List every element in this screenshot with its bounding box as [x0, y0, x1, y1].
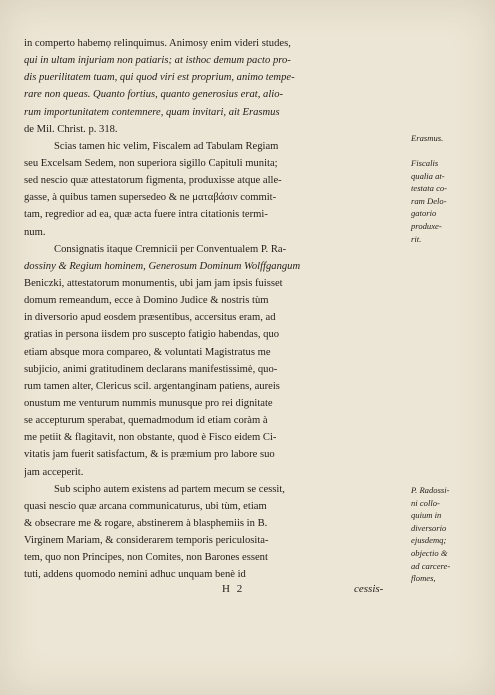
margin-line: ram Delo- [411, 195, 447, 206]
margin-line: ad carcere- [411, 560, 451, 571]
text-line: Scias tamen hic velim, Fiscalem ad Tabulam Regiam [54, 140, 279, 152]
margin-line: P. Radossi- [411, 485, 450, 495]
margin-line: Fiscalis [411, 158, 439, 168]
margin-line: produxe- [411, 220, 442, 231]
text-line: & obsecrare me & rogare, abstinerem à blasphemiis in B. [24, 517, 268, 529]
text-line: domum remeandum, ecce à Domino Judice & nostris tùm [24, 295, 269, 307]
text-line: Beniczki, attestatorum monumentis, ubi jam jam ipsis fuisset [24, 277, 283, 289]
text-line: rum tamen alter, Clericus scil. argentanginam patiens, aureis [24, 380, 280, 392]
margin-line: quium in [411, 510, 442, 521]
margin-line: flomes, [411, 573, 436, 584]
text-line: Sub scipho autem existens ad partem mecum se cessit, [54, 483, 285, 495]
text-line: etiam absque mora compareo, & voluntati Magistratus me [24, 346, 271, 358]
margin-line: gatorio [411, 208, 437, 219]
text-line: vitatis jam fuerit satisfactum, & is præmium pro labore suo [24, 449, 275, 461]
text-line: de Mil. Christ. p. 318. [24, 123, 118, 135]
page-footer [24, 583, 454, 601]
text-line: se accepturum sperabat, quemadmodum id etiam coràm à [24, 415, 268, 427]
text-line: tem, quo non Principes, non Comites, non Barones essent [24, 552, 268, 564]
text-line: in comperto habemọ relinquimus. Animosy enim videri studes, [24, 38, 291, 49]
paragraph-2 [24, 138, 402, 241]
text-line: onustum me venturum nummis munusque pro rei dignitate [24, 397, 273, 409]
text-line: Virginem Mariam, & considerarem temporis periculosita- [24, 535, 269, 547]
text-line: num. [24, 226, 46, 238]
margin-line: objectio & [411, 547, 448, 558]
main-text-block [24, 35, 402, 584]
paragraph-1 [24, 35, 402, 138]
margin-line: rit. [411, 233, 422, 244]
text-line: tuti, addens quomodo nemini adhuc unquam benè id [24, 569, 246, 581]
text-line: subjicio, animi gratitudinem declarans manifestissimè, quo- [24, 363, 278, 375]
margin-line: ni collo- [411, 497, 440, 508]
text-line: gasse, à quibus tamen supersedeo & ne ματαβάσιν commit- [24, 192, 277, 204]
text-line: rare non queas. Quanto fortius, quanto generosius erat, alio- [24, 89, 284, 101]
text-line: dis puerilitatem tuam, qui quod viri est proprium, animo tempe- [24, 72, 295, 84]
marginal-note-erasmus [411, 132, 473, 145]
marginal-note-fiscalis [411, 157, 473, 245]
paragraph-3 [24, 241, 402, 481]
margin-line: Erasmus. [411, 133, 444, 143]
text-line: in diversorio apud eosdem præsentibus, accersitus eram, ad [24, 312, 276, 324]
text-line: gratias in persona iisdem pro suscepto fatigio habendas, quo [24, 329, 280, 341]
text-line: jam acceperit. [24, 466, 84, 478]
text-line: sed nescio quæ attestatorum figmenta, produxisse atque alle- [24, 175, 282, 187]
text-line: rum importunitatem contemnere, quam invitari, ait Erasmus [24, 106, 280, 118]
text-line: me petiit & flagitavit, non obstante, quod è Fisco eidem Ci- [24, 432, 277, 444]
margin-line: testata co- [411, 183, 448, 194]
text-line: Consignatis itaque Cremnicii per Conventualem P. Ra- [54, 243, 287, 255]
text-line: dossiny & Regium hominem, Generosum Dominum Wolffgangum [24, 260, 301, 272]
text-line: quasi nescio quæ arcana communicaturus, ubi tùm, etiam [24, 500, 267, 512]
text-line: qui in ultam injuriam non patiaris; at isthoc demum pacto pro- [24, 55, 291, 67]
marginal-note-radossini [411, 484, 473, 585]
margin-line: diversorio [411, 522, 447, 533]
catchword: cessis- [354, 583, 384, 595]
margin-line: qualia at- [411, 170, 445, 181]
signature-mark: H 2 [222, 583, 245, 595]
text-line: tam, regredior ad ea, quæ acta fuere intra citationis termi- [24, 209, 268, 221]
text-line: seu Excelsam Sedem, non superiora sigillo Capituli munita; [24, 157, 278, 169]
paragraph-4 [24, 481, 402, 584]
margin-line: ejusdemq; [411, 535, 447, 546]
